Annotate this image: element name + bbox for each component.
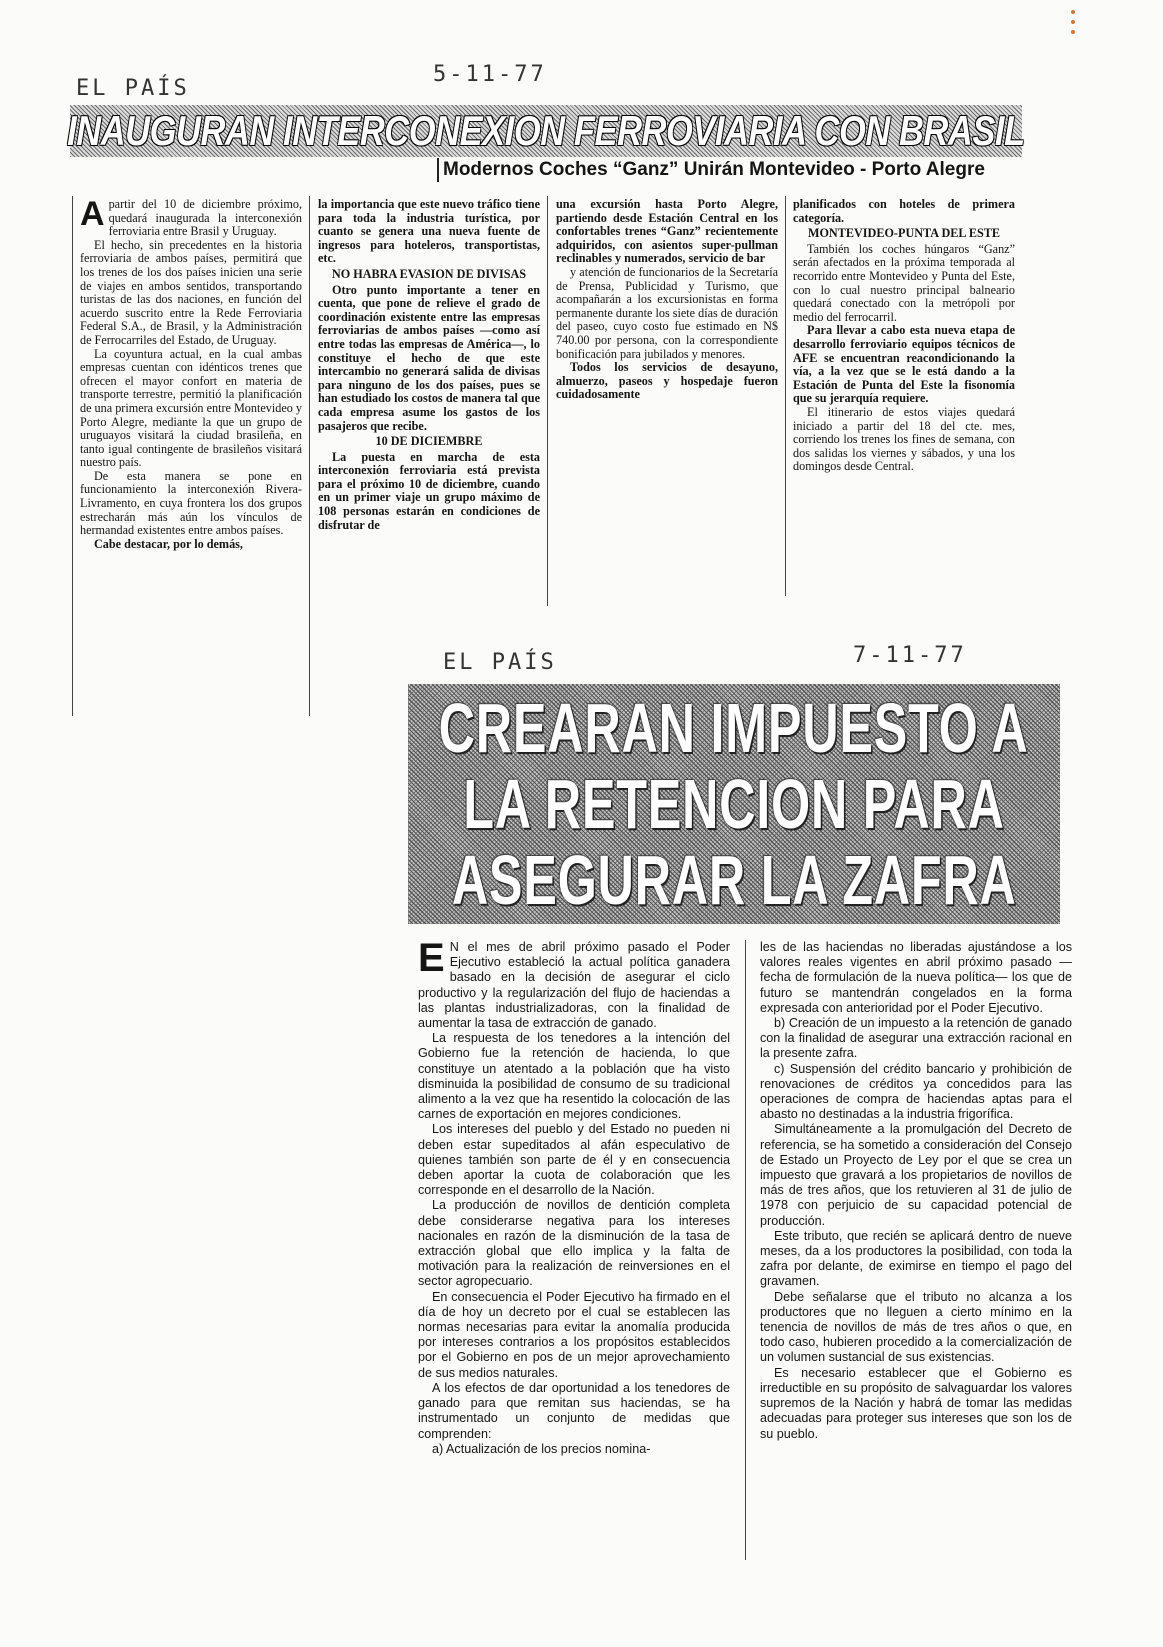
clipping-1-subheadline: Modernos Coches “Ganz” Unirán Montevideo - Porto Alegre	[437, 158, 1043, 182]
clipping-1-column-1: Apartir del 10 de diciembre próximo, quedará inaugurada la interconexión ferroviaria entre Brasil y Uruguay. El hecho, sin precedentes en la historia ferroviaria de ambos países, permitirá que los trenes de los dos países inicien una serie de viajes en ambos sentidos, transportando turistas de las dos naciones, en función del acuerdo suscrito entre la Rede Ferroviaria Federal S.A., de Brasil, y la Administración de Ferrocarriles del Estado, de Uruguay. La coyuntura actual, en la cual ambas empresas cuentan con idénticos trenes que ofrecen el mayor confort en materia de transporte terrestre, permitió la planificación de una primera excursión entre Montevideo y Porto Alegre, mediante la que un grupo de uruguayos visitará la ciudad brasileña, en tanto igual contingente de brasileños visitará nuestro país. De esta manera se pone en funcionamiento la interconexión Rivera-Livramento, en cuya frontera los dos grupos estrecharán más aún los vínculos de hermandad existentes entre ambos países. Cabe destacar, por lo demás,	[80, 195, 303, 551]
section-subheading: NO HABRA EVASION DE DIVISAS	[331, 266, 527, 281]
clipping-1-column-2: la importancia que este nuevo tráfico tiene para toda la industria turística, por cuanto se genera una nueva fuente de ingresos para hoteleros, transportistas, etc. NO HABRA EVASION DE DIVISAS Otro punto importante a tener en cuenta, que pone de relieve el grado de coordinación existente entre las empresas ferroviarias de ambos países —como así entre todas las empresas de América—, lo constituye el hecho de que este intercambio no generará salida de divisas para ninguno de los dos países, pues se han estudiado los costos de manera tal que cada empresa asume los gastos de los pasajeros que recibe. 10 DE DICIEMBRE La puesta en marcha de esta interconexión ferroviaria está prevista para el próximo 10 de diciembre, cuando en un primer viaje un grupo máximo de 108 personas estarán en condiciones de disfrutar de	[318, 197, 540, 532]
clipping-2-column-1: E N el mes de abril próximo pasado el Poder Ejecutivo estableció la actual política ganadera basado en la decisión de asegurar el ciclo productivo y la regularización del flujo de haciendas a las plantas industrializadoras, con la finalidad de aumentar la tasa de extracción de ganado. La respuesta de los tenedores a la intención del Gobierno fue la retención de hacienda, lo que constituye un atentado a la población que ha visto disminuida la posibilidad de consumo de su tradicional alimento a la vez que ha resentido la colocación de las carnes de exportación en mejores condiciones. Los intereses del pueblo y del Estado no pueden ni deben estar supeditados al afán especulativo de quienes también son parte de él y en consecuencia deben aportar la cuota de colaboración que les corresponde en el desarrollo de la Nación. La producción de novillos de dentición completa debe considerarse negativa para los intereses nacionales en razón de la disminución de la tasa de extracción global que ello implica y la falta de motivación para la realización de reinversiones en el sector agropecuario. En consecuencia el Poder Ejecutivo ha firmado en el día de hoy un decreto por el cual se establecen las normas necesarias para evitar la anomalía producida por intereses contrarios a los propósitos establecidos por el Gobierno en pos de un mejor aprovechamiento de sus medios naturales. A los efectos de dar oportunidad a los tenedores de ganado para que remitan sus haciendas, se ha instrumentado un conjunto de medidas que comprenden: a) Actualización de los precios nomina-	[418, 936, 730, 1456]
column-rule	[309, 196, 310, 716]
clipping-1-column-3: una excursión hasta Porto Alegre, partiendo desde Estación Central en los confortables trenes “Ganz” recientemente adquiridos, con asientos super-pullman reclinables y numerados, servicio de bar y atención de funcionarios de la Secretaría de Prensa, Publicidad y Turismo, que acompañarán a los excursionistas en forma permanente durante los siete días de duración del paseo, cuyo costo fue estimado en N$ 740.00 por persona, con la correspondiente bonificación para jubilados y menores. Todos los servicios de desayuno, almuerzo, paseos y hospedaje fueron cuidadosamente	[556, 197, 778, 402]
clipping-2-column-2: les de las haciendas no liberadas ajustándose a los valores reales vigentes en abril próximo pasado —fecha de formulación de la nueva política— los que de futuro se mantendrán congelados en la forma expresada con anterioridad por el Poder Ejecutivo. b) Creación de un impuesto a la retención de ganado con la finalidad de asegurar una extracción racional en la presente zafra. c) Suspensión del crédito bancario y prohibición de renovaciones de créditos ya concedidos para las operaciones de compra de haciendas aptas para el abasto no destinadas a la industria frigorífica. Simultáneamente a la promulgación del Decreto de referencia, se ha sometido a consideración del Consejo de Estado un Proyecto de Ley por el que se crea un impuesto que gravará a los propietarios de novillos de más de tres años, que los retuvieren al 31 de julio de 1978 con perjuicio de su capacidad potencial de producción. Este tributo, que recién se aplicará dentro de nueve meses, da a los productores la posibilidad, con toda la zafra por delante, de eximirse en tiempo el pago del gravamen. Debe señalarse que el tributo no alcanza a los productores que no lleguen a cierto mínimo en la tenencia de novillos de más de tres años o que, en todo caso, hubieren procedido a la comercialización de un volumen sustancial de sus existencias. Es necesario establecer que el Gobierno es irreductible en su propósito de salvaguardar los valores supremos de la Nación y habrá de tomar las medidas adecuadas para proteger sus intereses que son los de su pueblo.	[760, 940, 1072, 1441]
margin-marks	[1071, 10, 1077, 40]
drop-cap: A	[80, 195, 105, 233]
handwritten-paper-name: EL PAÍS	[76, 76, 190, 101]
clipping-2-headline: CREARAN IMPUESTO A LA RETENCION PARA ASEGURAR LA ZAFRA	[408, 684, 1060, 924]
handwritten-date: 7-11-77	[853, 643, 967, 668]
section-subheading: 10 DE DICIEMBRE	[375, 434, 483, 449]
handwritten-date: 5-11-77	[433, 62, 547, 87]
section-subheading: MONTEVIDEO-PUNTA DEL ESTE	[807, 226, 1001, 241]
handwritten-paper-name: EL PAÍS	[443, 650, 557, 675]
column-rule	[785, 196, 786, 596]
column-rule	[72, 196, 73, 716]
column-rule	[745, 940, 746, 1560]
column-rule	[547, 196, 548, 606]
clipping-1-column-4: planificados con hoteles de primera categoría. MONTEVIDEO-PUNTA DEL ESTE También los coches húngaros “Ganz” serán afectados en la próxima temporada al recorrido entre Montevideo y Punta del Este, con lo cual nuestro principal balneario quedará conectado con la metrópoli por medio del ferrocarril. Para llevar a cabo esta nueva etapa de desarrollo ferroviario equipos técnicos de AFE se encuentran reacondicionando la vía, a la vez que se le está dando a la Estación de Punta del Este la fisonomía que su jerarquía requiere. El itinerario de estos viajes quedará iniciado a partir del 18 del cte. mes, corriendo los trenes los fines de semana, con dos salidas los viernes y sábados, y una los domingos desde Central.	[793, 197, 1015, 474]
clipping-1-headline: INAUGURAN INTERCONEXION FERROVIARIA CON BRASIL	[70, 105, 1022, 157]
drop-cap: E	[418, 936, 445, 980]
